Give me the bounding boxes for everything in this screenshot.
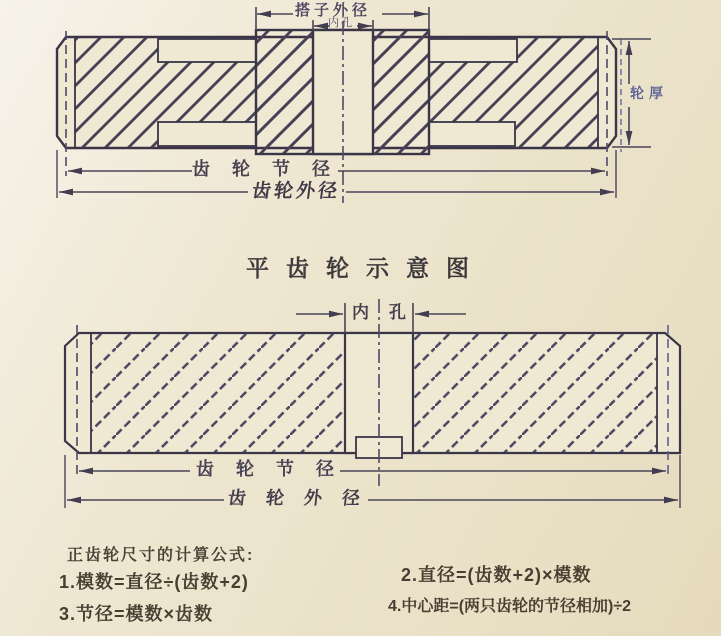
formula-center-distance: 4.中心距=(两只齿轮的节径相加)÷2 xyxy=(388,598,632,615)
outer-diameter-label-lower: 齿轮外径 xyxy=(226,488,382,508)
pitch-diameter-label-upper: 齿轮节径 xyxy=(192,159,352,179)
diagram-title: 平齿轮示意图 xyxy=(246,256,486,281)
formula-module: 1.模数=直径÷(齿数+2) xyxy=(59,572,249,592)
boss-outer-diameter-label: 搭子外径 xyxy=(295,2,372,19)
pitch-diameter-label-lower: 齿轮节径 xyxy=(196,459,356,479)
wheel-thickness-label: 轮厚 xyxy=(630,85,668,101)
bore-label-lower: 内孔 xyxy=(352,303,426,322)
formula-diameter: 2.直径=(齿数+2)×模数 xyxy=(401,565,592,585)
lower-gear-drawing xyxy=(65,299,680,486)
formula-heading: 正齿轮尺寸的计算公式: xyxy=(67,547,255,564)
bore-label-upper: 内孔 xyxy=(328,17,354,29)
formula-pitch-diameter: 3.节径=模数×齿数 xyxy=(59,604,214,624)
outer-diameter-label-upper: 齿轮外径 xyxy=(250,181,342,202)
